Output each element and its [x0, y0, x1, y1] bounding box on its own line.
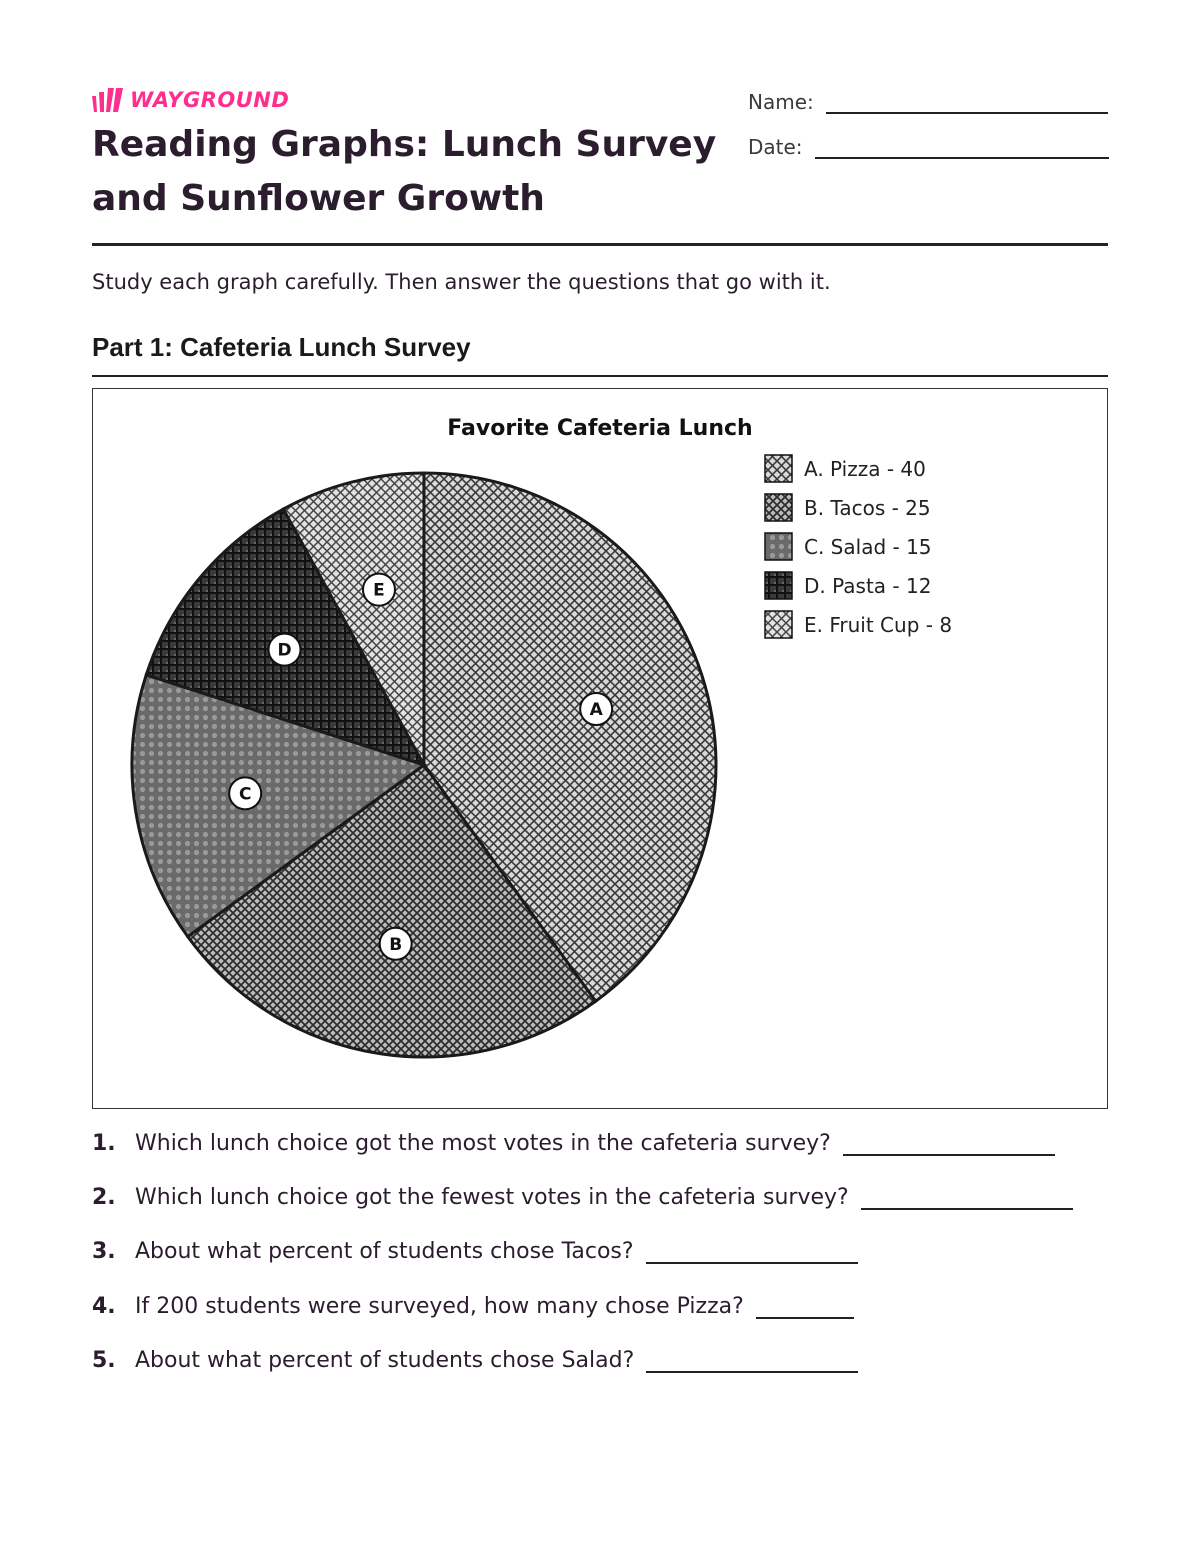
- slice-label-a: A: [589, 700, 603, 721]
- legend-swatch-e: [765, 611, 792, 638]
- question-text: About what percent of students chose Salad?: [135, 1348, 635, 1373]
- legend-label-c: C. Salad - 15: [804, 535, 932, 559]
- question-2: [92, 1182, 1073, 1210]
- brand-logo: [92, 86, 289, 114]
- question-number: 4.: [92, 1294, 116, 1319]
- legend-label-e: E. Fruit Cup - 8: [804, 613, 953, 637]
- header-divider: [92, 243, 1108, 246]
- question-number: 3.: [92, 1239, 116, 1264]
- date-field: [748, 135, 1109, 159]
- answer-line[interactable]: [861, 1182, 1073, 1210]
- legend-swatch-b: [765, 494, 792, 521]
- part-1-heading: Part 1: Cafeteria Lunch Survey: [92, 332, 471, 362]
- question-text: Which lunch choice got the fewest votes in the cafeteria survey?: [135, 1185, 849, 1210]
- pie-chart-frame: [92, 388, 1108, 1109]
- slice-label-d: D: [277, 640, 292, 661]
- part-1-divider: [92, 375, 1108, 377]
- question-text: If 200 students were surveyed, how many chose Pizza?: [135, 1294, 744, 1319]
- answer-line[interactable]: [756, 1291, 854, 1319]
- slice-label-e: E: [373, 580, 385, 601]
- name-field: [748, 90, 1108, 114]
- slice-label-c: C: [238, 784, 252, 805]
- name-label: Name:: [748, 90, 814, 114]
- wayground-logo-icon: [92, 88, 124, 112]
- slice-label-b: B: [389, 934, 403, 955]
- question-number: 2.: [92, 1185, 116, 1210]
- brand-name: WAYGROUND: [130, 88, 290, 112]
- question-text: About what percent of students chose Tacos?: [135, 1239, 634, 1264]
- question-1: [92, 1128, 1055, 1156]
- question-text: Which lunch choice got the most votes in the cafeteria survey?: [135, 1131, 831, 1156]
- legend-swatch-d: [765, 572, 792, 599]
- question-number: 5.: [92, 1348, 116, 1373]
- question-4: [92, 1291, 854, 1319]
- answer-line[interactable]: [843, 1128, 1055, 1156]
- pie-chart: [93, 389, 1107, 1108]
- chart-title: Favorite Cafeteria Lunch: [447, 416, 753, 441]
- answer-line[interactable]: [646, 1345, 858, 1373]
- legend-label-b: B. Tacos - 25: [804, 496, 931, 520]
- date-answer-line[interactable]: [815, 135, 1109, 159]
- page-title: Reading Graphs: Lunch Survey and Sunflower Growth: [92, 124, 717, 219]
- question-3: [92, 1236, 858, 1264]
- legend-swatch-c: [765, 533, 792, 560]
- legend-swatch-a: [765, 455, 792, 482]
- legend-label-a: A. Pizza - 40: [804, 457, 926, 481]
- answer-line[interactable]: [646, 1236, 858, 1264]
- question-5: [92, 1345, 858, 1373]
- instructions: Study each graph carefully. Then answer the questions that go with it.: [92, 270, 831, 294]
- date-label: Date:: [748, 135, 803, 159]
- name-answer-line[interactable]: [826, 90, 1108, 114]
- legend-label-d: D. Pasta - 12: [804, 574, 932, 598]
- question-number: 1.: [92, 1131, 116, 1156]
